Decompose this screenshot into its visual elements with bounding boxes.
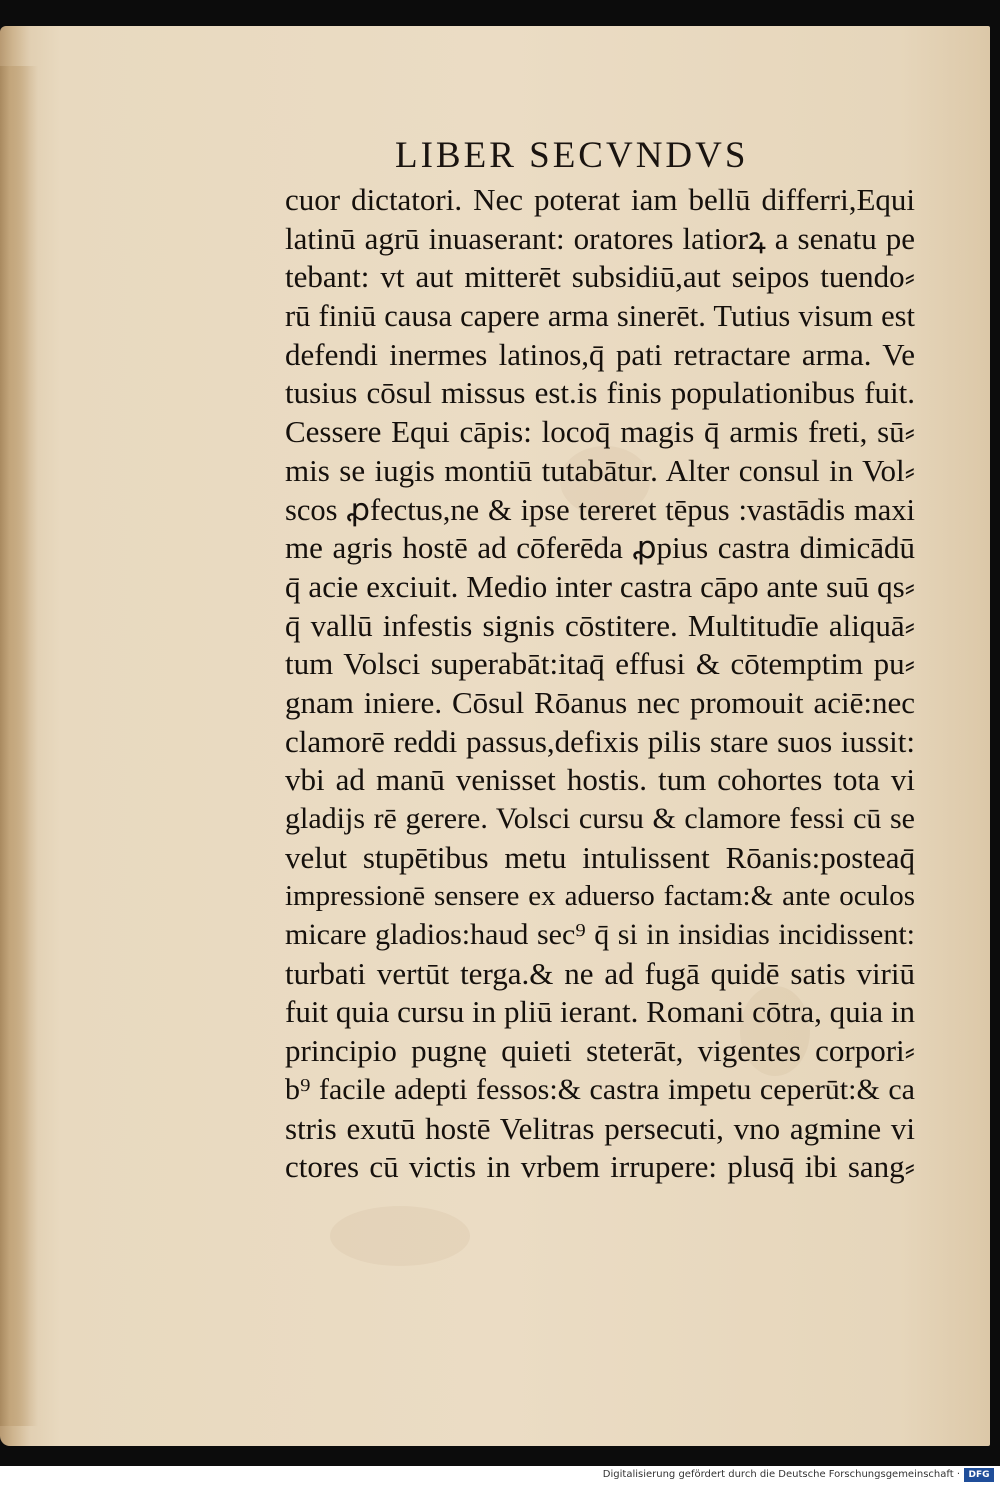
text-line: tebant: vt aut mitterēt subsidiū,aut seipos tuendo⸗ bbox=[285, 259, 915, 295]
text-line: ctores cū victis in vrbem irrupere: plusq̄ ibi sang⸗ bbox=[285, 1149, 915, 1185]
text-line: clamorē reddi passus,defixis pilis stare suos iussit: bbox=[285, 723, 915, 759]
text-line: latinū agrū inuaserant: oratores latiorꝝ a senatu pe bbox=[285, 220, 915, 256]
text-line: q̄ vallū infestis signis cōstitere. Multitudīe aliquā⸗ bbox=[285, 607, 915, 643]
text-line: gladijs rē gerere. Volsci cursu & clamore fessi cū se bbox=[285, 802, 915, 835]
text-line: gnam iniere. Cōsul Rōanus nec promouit aciē:nec bbox=[285, 684, 915, 720]
text-line: b⁹ facile adepti fessos:& castra impetu ceperūt:& ca bbox=[285, 1072, 915, 1106]
text-line: principio pugnę quieti steterāt, vigentes corpori⸗ bbox=[285, 1033, 915, 1069]
text-line: micare gladios:haud sec⁹ q̄ si in insidias incidissent: bbox=[285, 918, 915, 952]
text-line: stris exutū hostē Velitras persecuti, vno agmine vi bbox=[285, 1110, 915, 1146]
text-line: Cessere Equi cāpis: locoq̄ magis q̄ armis freti, sū⸗ bbox=[285, 414, 915, 450]
running-title: LIBER SECVNDVS bbox=[395, 135, 749, 176]
text-line: turbati vertūt terga.& ne ad fugā quidē satis viriū bbox=[285, 955, 915, 991]
text-line: fuit quia cursu in pliū ierant. Romani cōtra, quia in bbox=[285, 994, 915, 1030]
book-page bbox=[0, 26, 990, 1446]
text-line: impressionē sensere ex aduerso factam:& ante oculos bbox=[285, 880, 915, 913]
page-gutter-edge bbox=[0, 66, 38, 1426]
text-line: vbi ad manū venisset hostis. tum cohortes tota vi bbox=[285, 762, 915, 798]
text-line: rū finiū causa capere arma sinerēt. Tutius visum est bbox=[285, 299, 915, 334]
text-line: tusius cōsul missus est.is finis populationibus fuit. bbox=[285, 375, 915, 411]
body-text bbox=[285, 181, 915, 1187]
text-line: cuor dictatori. Nec poterat iam bellū differri,Equi bbox=[285, 182, 915, 217]
dfg-logo-icon: DFG bbox=[964, 1468, 994, 1482]
paper-stain bbox=[330, 1206, 470, 1266]
text-line: mis se iugis montiū tutabātur. Alter consul in Vol⸗ bbox=[285, 452, 915, 488]
text-line: defendi inermes latinos,q̄ pati retractare arma. Ve bbox=[285, 336, 915, 372]
text-line: tum Volsci superabāt:itaq̄ effusi & cōtemptim pu⸗ bbox=[285, 646, 915, 682]
digitization-credit: Digitalisierung gefördert durch die Deutsche Forschungsgemeinschaft · bbox=[602, 1469, 960, 1480]
text-line: me agris hostē ad cōferēda ꝓpius castra dimicādū bbox=[285, 530, 915, 566]
text-line: scos ꝓfectus,ne & ipse tereret tēpus :vastādis maxi bbox=[285, 492, 915, 527]
digitization-footer bbox=[0, 1466, 1000, 1486]
text-line: velut stupētibus metu intulissent Rōanis:posteaq̄ bbox=[285, 839, 915, 875]
text-line: q̄ acie exciuit. Medio inter castra cāpo ante suū qs⸗ bbox=[285, 568, 915, 604]
